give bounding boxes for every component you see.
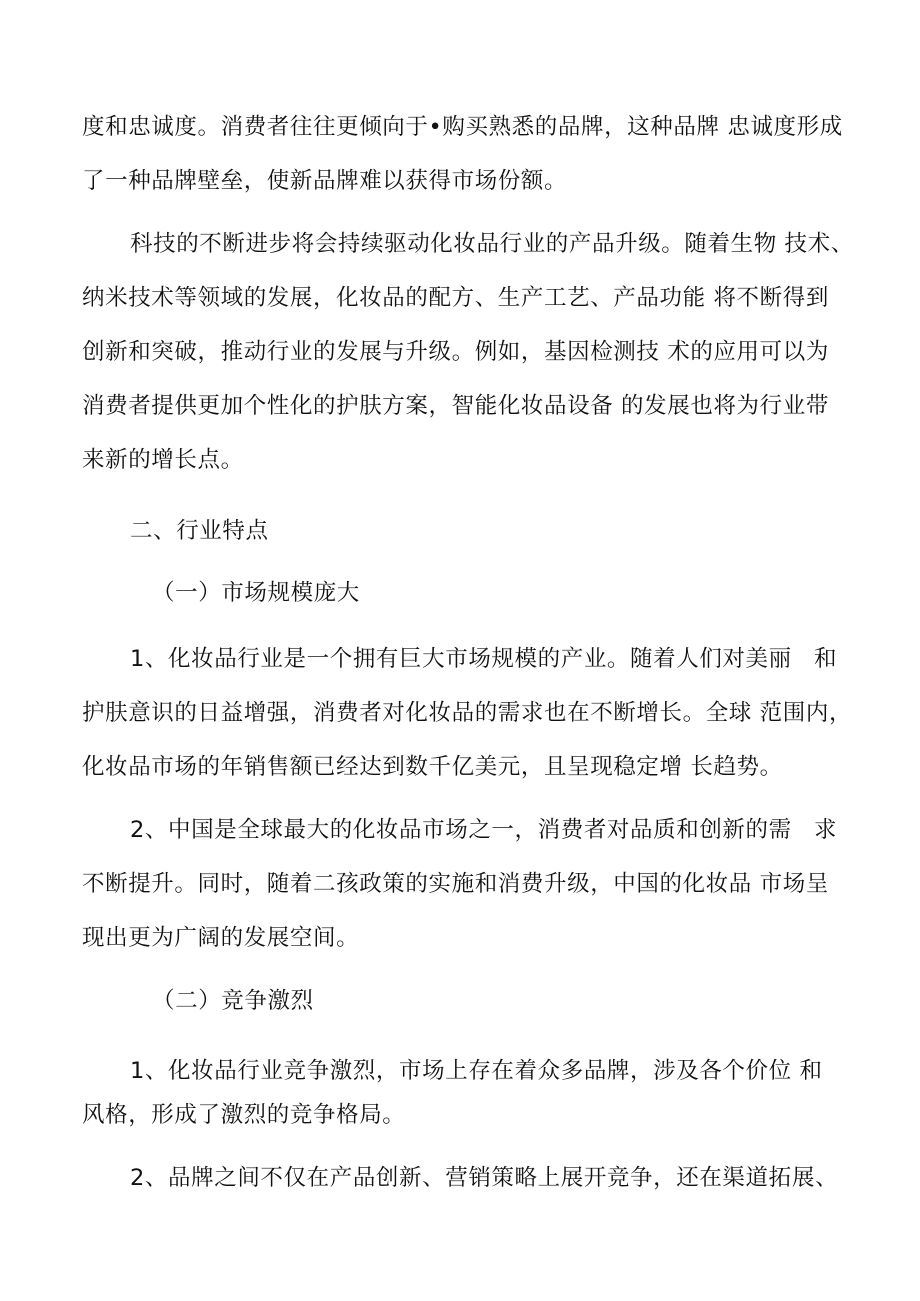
subsection-2-item-1-line-2: 风格，形成了激烈的竞争格局。: [82, 1102, 406, 1128]
paragraph-2-line-5: 来新的增长点。: [82, 447, 244, 473]
subsection-1-item-1-line-2: 护肤意识的日益增强，消费者对化妆品的需求也在不断增长。全球 范围内，: [82, 700, 853, 726]
subsection-2-item-2-line-1: 2、品牌之间不仅在产品创新、营销策略上展开竞争，还在渠道拓: [130, 1165, 792, 1191]
subsection-1-heading: （一）市场规模庞大: [152, 580, 360, 606]
subsection-1-item-1-line-1-tail: 和: [814, 646, 838, 672]
paragraph-2-line-3: 创新和突破，推动行业的发展与升级。例如，基因检测技 术的应用可以为: [82, 339, 829, 365]
paragraph-1-line-1: 度和忠诚度。消费者往往更倾向于•购买熟悉的品牌，这种品牌 忠诚度形成: [82, 114, 843, 140]
subsection-1-item-2-line-2: 不断提升。同时，随着二孩政策的实施和消费升级，中国的化妆品 市场呈: [82, 871, 829, 897]
paragraph-1-line-2: 了一种品牌壁垒，使新品牌难以获得市场份额。: [82, 168, 568, 194]
subsection-1-item-1-line-3: 化妆品市场的年销售额已经达到数千亿美元，且呈现稳定增 长趋势。: [82, 754, 783, 780]
section-heading: 二、行业特点: [130, 518, 269, 544]
subsection-1-item-1-line-1: 1、化妆品行业是一个拥有巨大市场规模的产业。随着人们对美丽: [130, 646, 792, 672]
subsection-2-item-1-line-1: 1、化妆品行业竞争激烈，市场上存在着众多品牌，涉及各个价位 和: [130, 1058, 823, 1084]
paragraph-2-line-4: 消费者提供更加个性化的护肤方案，智能化妆品设备 的发展也将为行业带: [82, 393, 829, 419]
subsection-2-item-2-line-1-tail: 展、: [792, 1165, 839, 1191]
subsection-1-item-2-line-1-tail: 求: [814, 817, 838, 843]
paragraph-2-line-2: 纳米技术等领域的发展，化妆品的配方、生产工艺、产品功能 将不断得到: [82, 285, 829, 311]
subsection-1-item-2-line-3: 现出更为广阔的发展空间。: [82, 925, 360, 951]
subsection-1-item-2-line-1: 2、中国是全球最大的化妆品市场之一，消费者对品质和创新的需: [130, 817, 792, 843]
subsection-2-heading: （二）竞争激烈: [152, 988, 314, 1014]
paragraph-2-line-1: 科技的不断进步将会持续驱动化妆品行业的产品升级。随着生物 技术、: [130, 231, 854, 257]
